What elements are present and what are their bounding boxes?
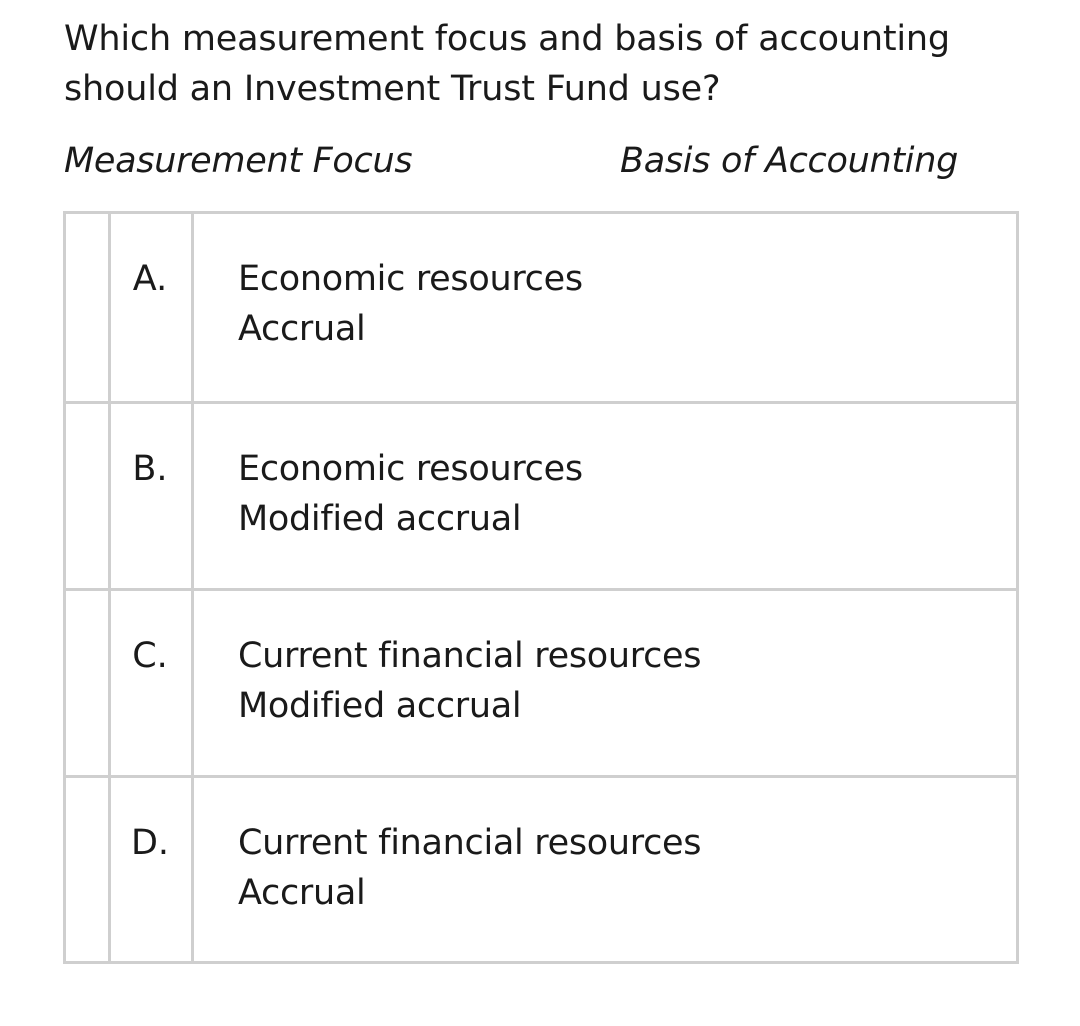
row-divider — [108, 214, 111, 401]
row-divider — [191, 214, 194, 401]
basis-of-accounting-header: Basis of Accounting — [620, 141, 958, 181]
option-letter: D. — [130, 823, 170, 863]
option-letter: B. — [132, 449, 168, 489]
row-divider — [191, 591, 194, 775]
row-divider — [191, 778, 194, 962]
row-divider — [108, 591, 111, 775]
question-line-1: Which measurement focus and basis of accounting — [64, 19, 950, 59]
question-text — [64, 14, 1044, 114]
answer-options-table — [63, 211, 1019, 964]
option-row-b[interactable] — [66, 401, 1016, 588]
option-row-c[interactable] — [66, 588, 1016, 775]
option-basis-of-accounting: Accrual — [238, 309, 366, 349]
option-measurement-focus: Economic resources — [238, 259, 583, 299]
option-letter: C. — [132, 636, 168, 676]
option-row-d[interactable] — [66, 775, 1016, 962]
option-measurement-focus: Current financial resources — [238, 823, 702, 863]
option-basis-of-accounting: Modified accrual — [238, 686, 522, 726]
option-row-a[interactable] — [66, 214, 1016, 401]
option-basis-of-accounting: Modified accrual — [238, 499, 522, 539]
row-divider — [108, 404, 111, 588]
row-divider — [191, 404, 194, 588]
row-divider — [108, 778, 111, 962]
measurement-focus-header: Measurement Focus — [64, 141, 413, 181]
option-measurement-focus: Current financial resources — [238, 636, 702, 676]
option-basis-of-accounting: Accrual — [238, 873, 366, 913]
option-measurement-focus: Economic resources — [238, 449, 583, 489]
option-letter: A. — [132, 259, 168, 299]
question-line-2: should an Investment Trust Fund use? — [64, 69, 721, 109]
